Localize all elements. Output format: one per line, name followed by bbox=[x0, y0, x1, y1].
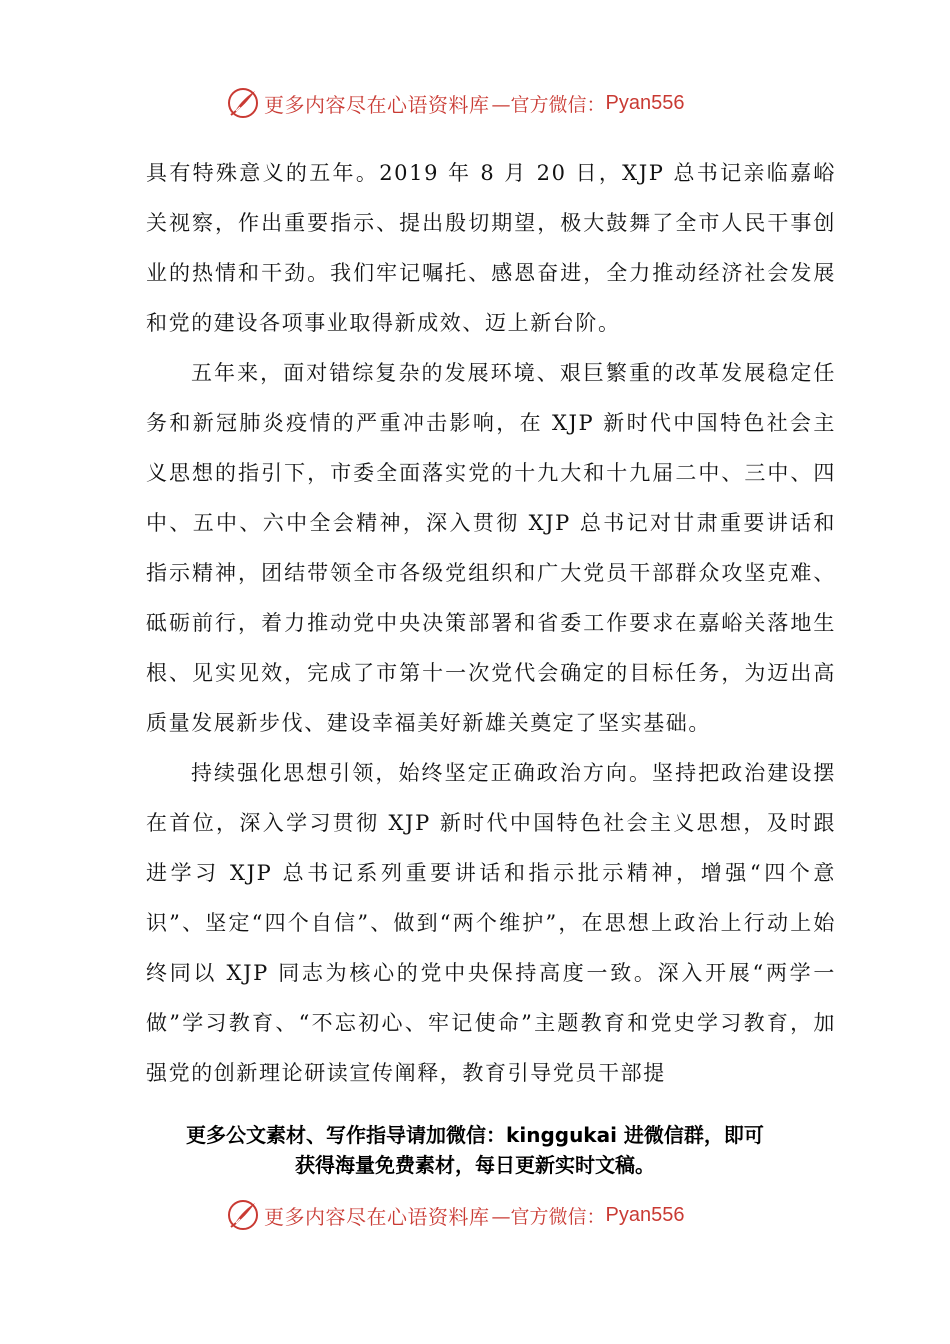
header-contact-label: —官方微信： bbox=[491, 93, 606, 116]
paragraph-continuation: 具有特殊意义的五年。2019 年 8 月 20 日，XJP 总书记亲临嘉峪关视察，作出重要指示、提出殷切期望，极大鼓舞了全市人民干事创业的热情和干劲。我们牢记嘱托、感恩奋进，全力推动经济社会发展和党的建设各项事业取得新成效、迈上新台阶。 bbox=[146, 161, 836, 335]
quill-logo-icon bbox=[226, 86, 260, 120]
footer-wechat-id: Pyan556 bbox=[605, 1203, 685, 1226]
header-banner bbox=[226, 84, 684, 122]
header-wechat-id: Pyan556 bbox=[605, 91, 685, 114]
footer-contact-label: —官方微信： bbox=[491, 1205, 606, 1228]
quill-logo-icon bbox=[226, 1198, 260, 1232]
promo-notice bbox=[150, 1120, 800, 1180]
paragraph-five-years: 五年来，面对错综复杂的发展环境、艰巨繁重的改革发展稳定任务和新冠肺炎疫情的严重冲击影响，在 XJP 新时代中国特色社会主义思想的指引下，市委全面落实党的十九大和十九届二中、三中、四中、五中、六中全会精神，深入贯彻 XJP 总书记对甘肃重要讲话和指示精神，团结带领全市各级党组织和广大党员干部群众攻坚克难、砥砺前行，着力推动党中央决策部署和省委工作要求在嘉峪关落地生根、见实见效，完成了市第十一次党代会确定的目标任务，为迈出高质量发展新步伐、建设幸福美好新雄关奠定了坚实基础。 bbox=[146, 361, 836, 735]
header-brand-text: 更多内容尽在心语资料库 bbox=[264, 92, 490, 117]
promo-line-1: 更多公文素材、写作指导请加微信：kinggukai 进微信群，即可 bbox=[186, 1123, 764, 1147]
paragraph-ideological-guidance: 持续强化思想引领，始终坚定正确政治方向。坚持把政治建设摆在首位，深入学习贯彻 XJP 新时代中国特色社会主义思想，及时跟进学习 XJP 总书记系列重要讲话和指示批示精神，增强“四个意识”、坚定“四个自信”、做到“两个维护”，在思想上政治上行动上始终同以 XJP 同志为核心的党中央保持高度一致。深入开展“两学一做”学习教育、“不忘初心、牢记使命”主题教育和党史学习教育，加强党的创新理论研读宣传阐释，教育引导党员干部提 bbox=[146, 761, 836, 1085]
footer-brand-text: 更多内容尽在心语资料库 bbox=[264, 1204, 490, 1229]
document-body bbox=[146, 148, 836, 1098]
footer-banner bbox=[226, 1196, 684, 1234]
promo-line-2: 获得海量免费素材，每日更新实时文稿。 bbox=[295, 1153, 655, 1177]
